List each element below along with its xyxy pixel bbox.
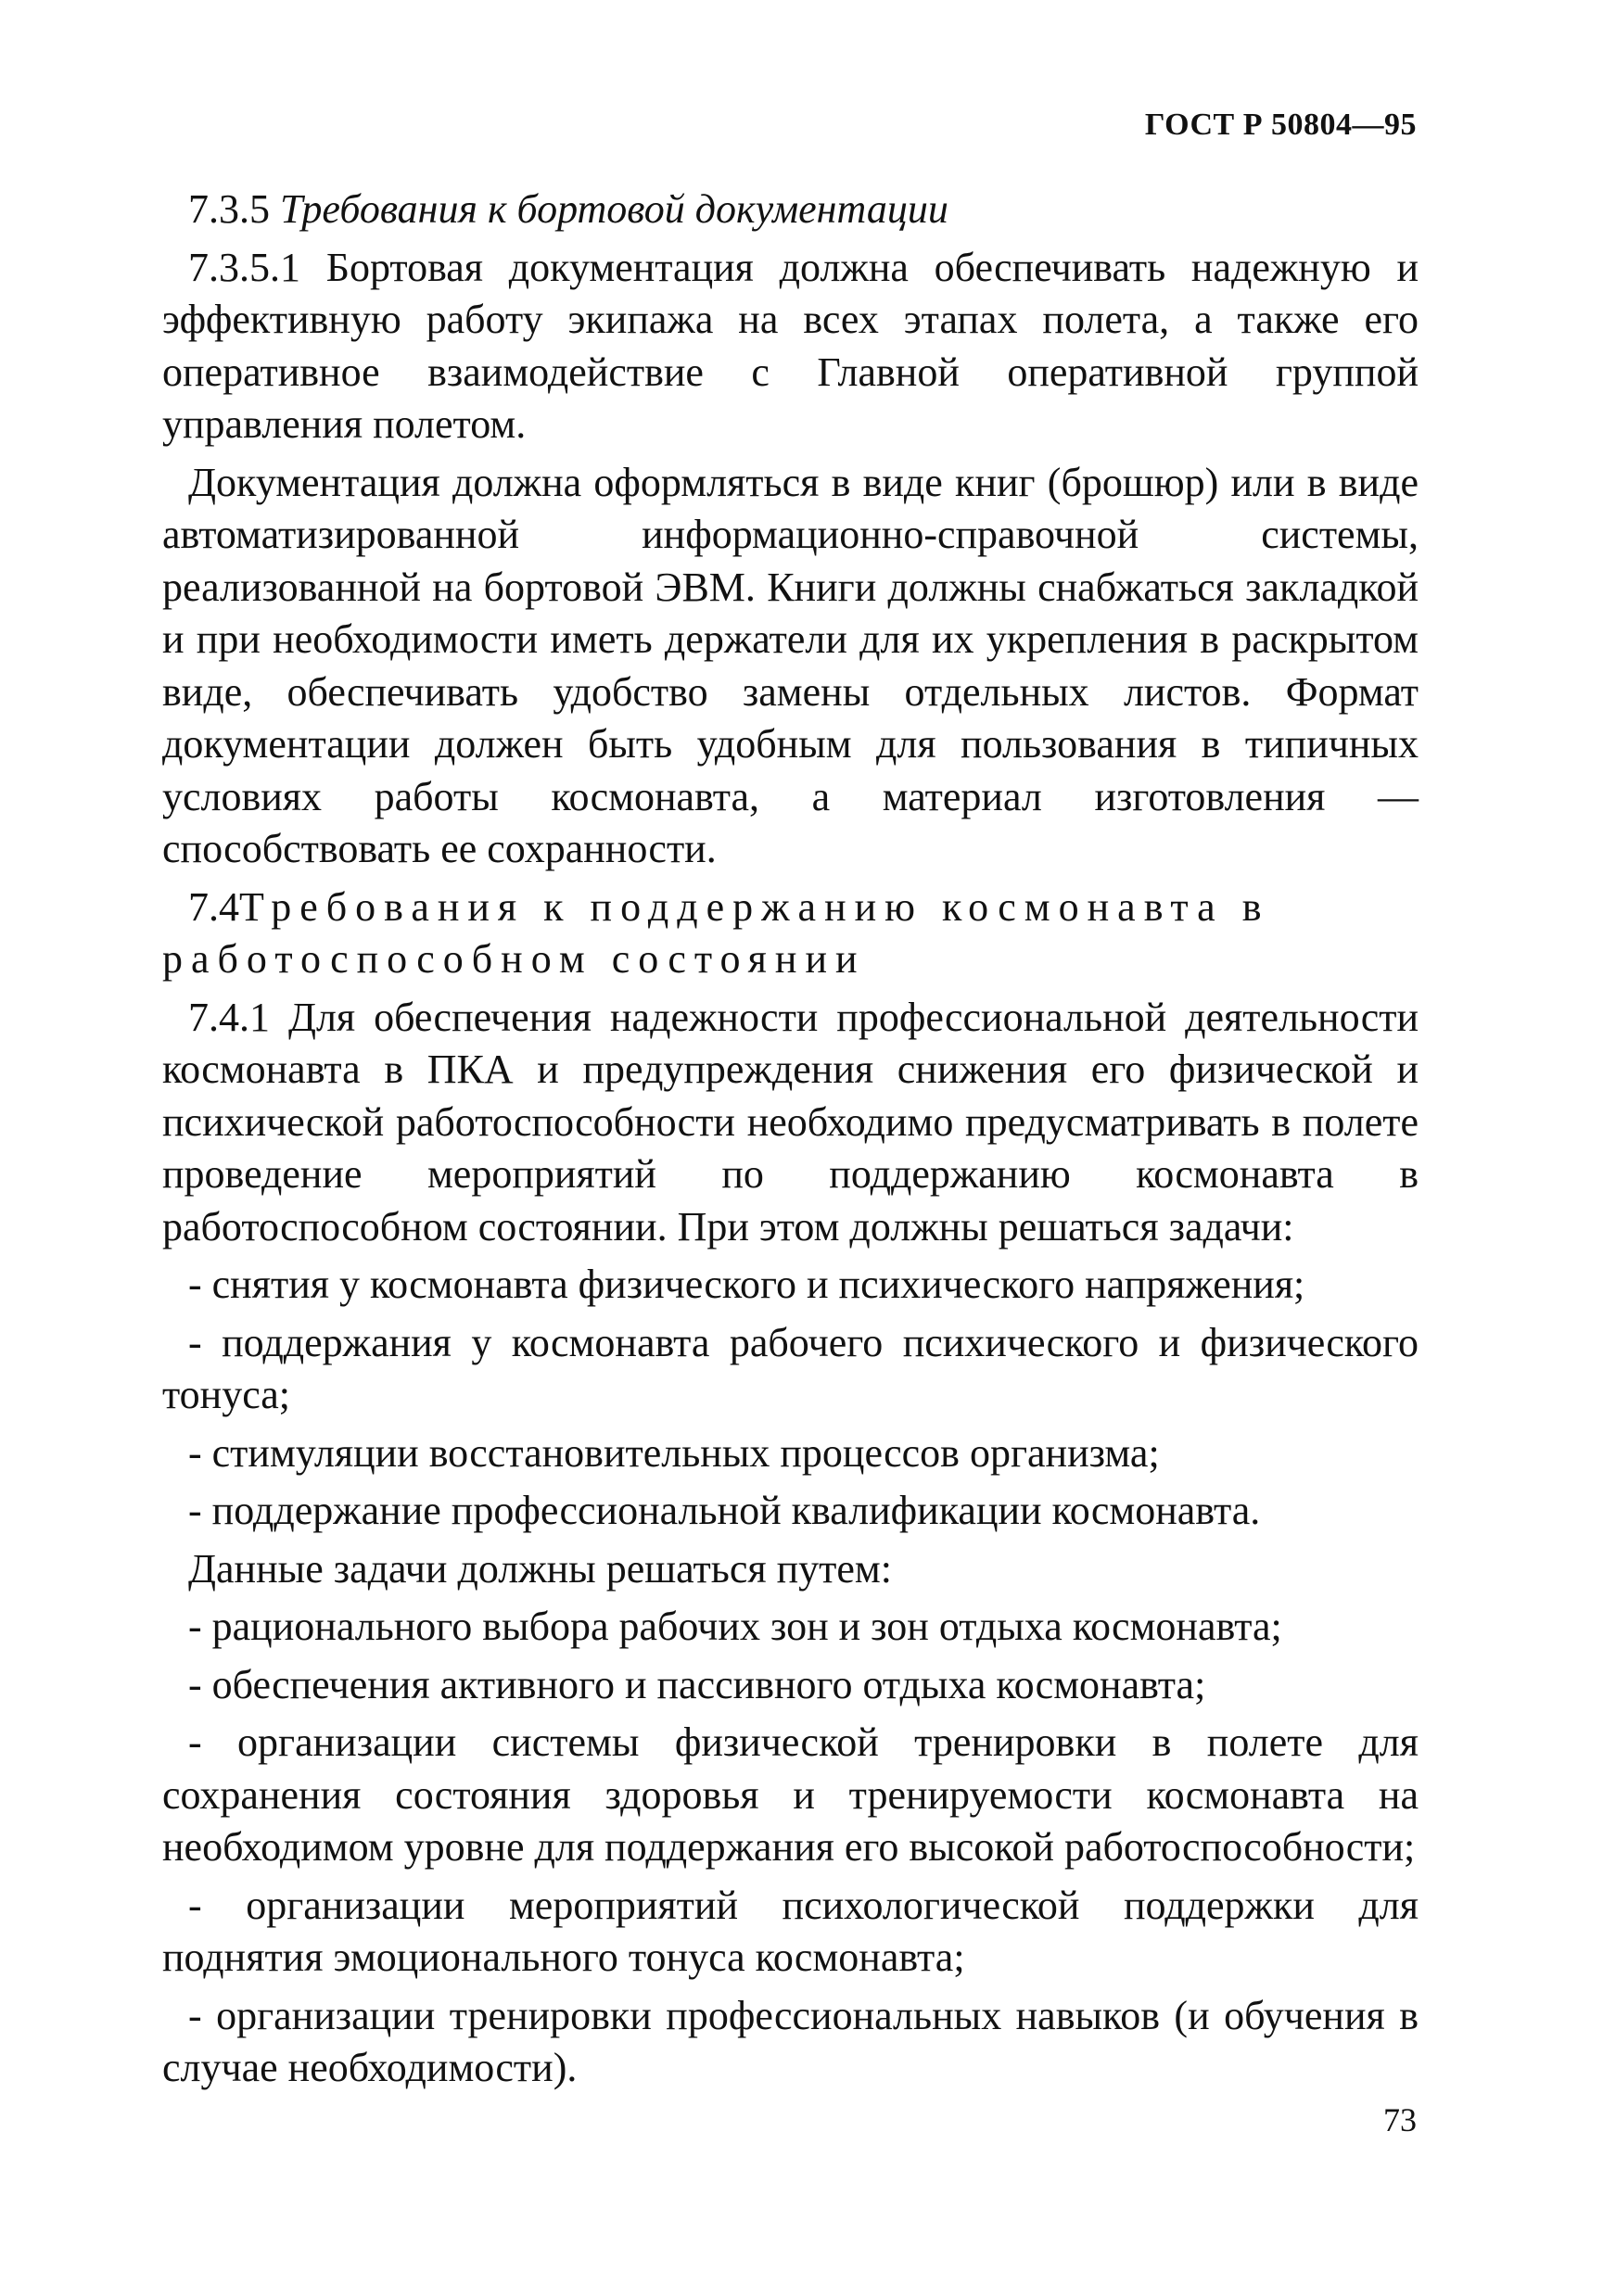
page-number: 73	[1383, 2101, 1417, 2138]
way-item: - организации тренировки профессиональных навыков (и обучения в случае необходимости).	[162, 1992, 1419, 2090]
paragraph-ways-intro: Данные задачи должны решаться путем:	[188, 1545, 892, 1592]
paragraph-documentation: Документация должна оформляться в виде книг (брошюр) или в виде автоматизированной информационно-справочной системы, реализованной на бортовой ЭВМ. Книги должны снабжаться закладкой и при необходимости иметь держатели для их укрепления в раскрытом виде, обеспечивать удобство замены отдельных листов. Формат документации должен быть удобным для пользования в типичных условиях работы космонавта, а материал изготовления — способствовать ее сохранности.	[162, 459, 1419, 871]
document-body	[162, 184, 1419, 2100]
way-item: - организации системы физической тренировки в полете для сохранения состояния здоровья и тренируемости космонавта на необходимом уровне для поддержания его высокой работоспособности;	[162, 1719, 1419, 1870]
paragraph-7-4-1: 7.4.1 Для обеспечения надежности профессиональной деятельности космонавта в ПКА и предупреждения снижения его физической и психической работоспособности необходимо предусматривать в полете проведение мероприятий по поддержанию космонавта в работоспособном состоянии. При этом должны решаться задачи:	[162, 994, 1419, 1249]
task-item: - стимуляции восстановительных процессов организма;	[188, 1429, 1160, 1476]
section-7-4-title: Требования к поддержанию космонавта в работоспособном состоянии	[162, 883, 1270, 982]
section-7-4-heading	[162, 882, 1419, 986]
section-7-3-5-number: 7.3.5	[188, 186, 270, 232]
way-item: - рационального выбора рабочих зон и зон отдыха космонавта;	[188, 1604, 1282, 1649]
way-item: - организации мероприятий психологической поддержки для поднятия эмоционального тонуса космонавта;	[162, 1882, 1419, 1980]
section-7-3-5-heading	[162, 184, 1419, 236]
section-7-3-5-title: Требования к бортовой документации	[280, 186, 948, 232]
task-item: - поддержание профессиональной квалификации космонавта.	[188, 1488, 1261, 1533]
standard-header: ГОСТ Р 50804—95	[1144, 108, 1417, 142]
task-item: - поддержания у космонавта рабочего психического и физического тонуса;	[162, 1319, 1419, 1417]
section-7-4-number: 7.4	[188, 883, 239, 930]
paragraph-7-3-5-1: 7.3.5.1 Бортовая документация должна обеспечивать надежную и эффективную работу экипажа на всех этапах полета, а также его оперативное взаимодействие с Главной оперативной группой управления полетом.	[162, 244, 1419, 447]
task-item: - снятия у космонавта физического и психического напряжения;	[188, 1262, 1305, 1307]
way-item: - обеспечения активного и пассивного отдыха космонавта;	[188, 1661, 1206, 1707]
